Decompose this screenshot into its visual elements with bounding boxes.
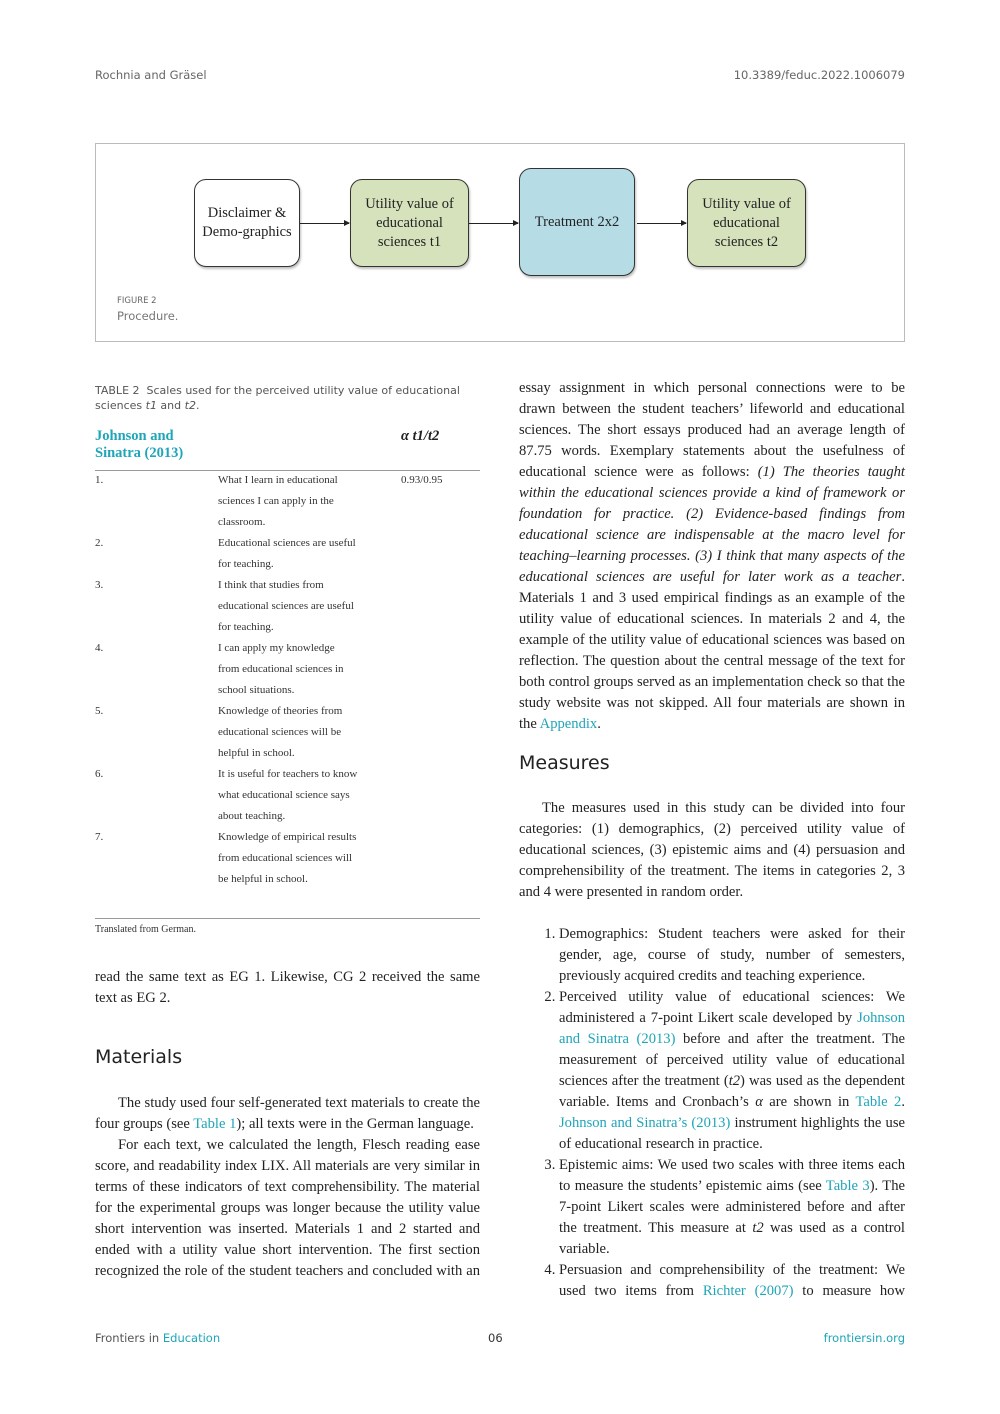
left-paragraph-0 (95, 967, 480, 1009)
t1: t1 (145, 399, 157, 412)
text: . (597, 716, 601, 732)
t2: t2 (184, 399, 196, 412)
figure-label: FIGURE 2 (117, 296, 157, 306)
example-statements: (1) The theories taught within the educational sciences provide a kind of framework or foundation for practice. (2) Evidence-based findings from educational science are indispensable at the macro level for teaching–learning processes. (3) I think that many aspects of the educational sciences are useful for later work as a teacher (519, 464, 905, 585)
johnson-sinatra-link[interactable]: Johnson and Sinatra (2013) (559, 1010, 905, 1047)
flow-box-utility-t1: Utility value of educational sciences t1 (350, 179, 469, 267)
list-item (559, 924, 905, 987)
johnson-sinatra-link[interactable]: Johnson and Sinatra’s (2013) (559, 1115, 731, 1131)
item-text: Educational sciences are useful for teaching. (218, 537, 356, 570)
table-row (95, 533, 480, 575)
item-text: I think that studies from educational sciences are useful for teaching. (218, 579, 354, 633)
paragraph: For each text, we calculated the length, Flesch reading ease score, and readability index LIX. All materials are very similar in terms of these indicators of text comprehensibility. The material for the experimental groups was longer because the utility value short intervention was inserted. Materials 1 and 2 started and ended with a utility value short intervention. The first section recognized the role of the student teachers and concluded with an (95, 1137, 480, 1279)
table-row (95, 701, 480, 764)
materials-heading: Materials (95, 1046, 183, 1068)
table-row (95, 827, 480, 890)
text: ); all texts were in the German language. (236, 1116, 474, 1132)
measures-body (519, 798, 905, 1302)
t2: t2 (728, 1073, 741, 1089)
list-item (559, 1260, 905, 1302)
text: The study used four self-generated text materials to create the four groups (see (95, 1095, 480, 1132)
arrow-icon (300, 223, 349, 224)
text: instrument highlights the use of educational research in practice. (559, 1115, 905, 1152)
table-title-text: Scales used for the perceived utility value of educational sciences (95, 384, 460, 412)
divider (95, 918, 480, 919)
alpha: α (755, 1094, 763, 1110)
text: Persuasion and comprehensibility of the treatment: We used two items from (559, 1262, 905, 1299)
item-number: 7. (95, 831, 104, 843)
item-number: 4. (95, 642, 104, 654)
text: Perceived utility value of educational sciences: We administered a 7-point Likert scale developed by (559, 989, 905, 1026)
paragraph: The measures used in this study can be divided into four categories: (1) demographics, (2) perceived utility value of educational sciences, (3) epistemic aims and (4) persuasion and comprehensibility of the treatment. The items in categories 2, 3 and 4 were presented in random order. (519, 800, 905, 900)
item-number: 2. (95, 537, 104, 549)
flow-box-treatment: Treatment 2x2 (519, 168, 635, 276)
flow-box-utility-t2: Utility value of educational sciences t2 (687, 179, 806, 267)
paragraph (95, 1093, 480, 1135)
page-number: 06 (488, 1331, 503, 1345)
text: ) was used as the dependent variable. Items and Cronbach’s (559, 1073, 905, 1110)
measures-list (519, 924, 905, 1302)
table-row (95, 575, 480, 638)
arrow-icon (469, 223, 518, 224)
item-alpha: 0.93/0.95 (401, 474, 443, 486)
flow-box-disclaimer: Disclaimer & Demo-graphics (194, 179, 300, 267)
and: and (156, 399, 185, 412)
table-row (95, 470, 480, 533)
text: . (901, 1094, 906, 1110)
figure-caption: Procedure. (117, 309, 179, 323)
list-item (559, 987, 905, 1155)
running-authors: Rochnia and Gräsel (95, 68, 207, 82)
item-text: What I learn in educational sciences I can apply in the classroom. (218, 474, 338, 528)
footer-journal (95, 1331, 220, 1345)
table-2-link[interactable]: Table 2 (855, 1094, 902, 1110)
site-link[interactable]: frontiersin.org (823, 1331, 905, 1345)
period: . (195, 399, 200, 412)
table-label: TABLE 2 (95, 384, 140, 397)
table-body (95, 470, 480, 890)
text: . Materials 1 and 3 used empirical findings as an example of the utility value of educational sciences. In materials 2 and 4, the example of the utility value of educational sciences was based on reflection. The question about the central message of the text for both control groups served as an implementation check so that the study website was not skipped. All four materials are shown in the (519, 569, 905, 732)
table-header-source[interactable]: Johnson and Sinatra (2013) (95, 428, 184, 461)
item-number: 6. (95, 768, 104, 780)
table-footnote: Translated from German. (95, 924, 196, 935)
right-paragraph-1 (519, 378, 905, 735)
text: are shown in (762, 1094, 856, 1110)
materials-body (95, 1093, 480, 1282)
item-text: I can apply my knowledge from educational sciences in school situations. (218, 642, 344, 696)
table-row (95, 638, 480, 701)
text: read the same text as EG 1. Likewise, CG 2 received the same text as EG 2. (95, 969, 480, 1006)
table-row (95, 764, 480, 827)
doi: 10.3389/feduc.2022.1006079 (733, 68, 905, 82)
table-3-link[interactable]: Table 3 (825, 1178, 870, 1194)
item-number: 1. (95, 474, 104, 486)
list-item (559, 1155, 905, 1260)
table-header-alpha: α t1/t2 (401, 428, 440, 444)
journal-link[interactable]: Education (162, 1331, 221, 1345)
text: before and after the treatment. The measurement of perceived utility value of educational sciences after the treatment ( (559, 1031, 905, 1089)
appendix-link[interactable]: Appendix (539, 716, 598, 732)
item-text: Knowledge of empirical results from educational sciences will be helpful in school. (218, 831, 357, 885)
measures-heading: Measures (519, 752, 610, 774)
text: essay assignment in which personal connections were to be drawn between the student teachers’ lifeworld and educational sciences. The short essays produced had an average length of 87.75 words. Exemplary statements about the usefulness of educational science were as follows: (519, 380, 905, 480)
item-number: 3. (95, 579, 104, 591)
text: to measure how (793, 1283, 905, 1299)
table-1-link[interactable]: Table 1 (193, 1116, 237, 1132)
richter-link[interactable]: Richter (2007) (702, 1283, 794, 1299)
figure-2 (95, 143, 905, 342)
text: was used as a control variable. (559, 1220, 905, 1257)
text: Frontiers in (95, 1331, 163, 1345)
text: Demographics: Student teachers were asked for their gender, age, course of study, number of semesters, previously acquired credits and teaching experience. (559, 926, 905, 984)
t2: t2 (752, 1220, 764, 1236)
item-text: Knowledge of theories from educational sciences will be helpful in school. (218, 705, 343, 759)
item-number: 5. (95, 705, 104, 717)
text: ). The 7-point Likert scales were administered before and after the treatment. This measure at (559, 1178, 906, 1236)
table-title (95, 383, 480, 413)
text: Epistemic aims: We used two scales with three items each to measure the students’ epistemic aims (see (559, 1157, 905, 1194)
arrow-icon (637, 223, 686, 224)
item-text: It is useful for teachers to know what educational science says about teaching. (218, 768, 358, 822)
